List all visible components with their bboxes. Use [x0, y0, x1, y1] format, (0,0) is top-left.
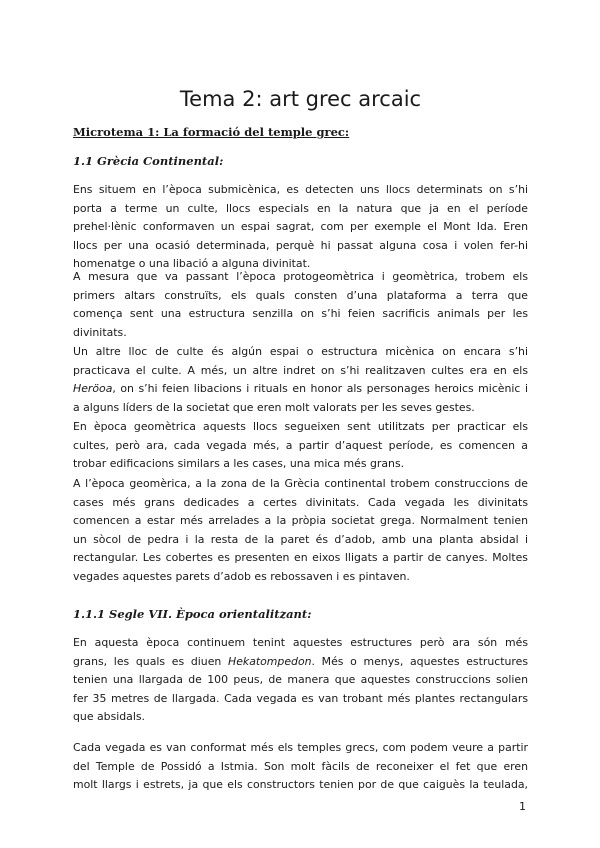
document-page [73, 0, 528, 848]
paragraph-text: , on s’hi feien libacions i rituals en honor als personages heroics micènic i [112, 382, 528, 395]
paragraph-line: Cada vegada es van conformat més els temples grecs, com podem veure a partir [73, 741, 528, 754]
paragraph-line: Un altre lloc de culte és algún espai o estructura micènica on encara s’hi [73, 345, 528, 358]
paragraph-line: del Temple de Possidó a Istmia. Son molt fàcils de reconeixer el fet que eren [73, 759, 528, 773]
paragraph-line: comença sent una estructura senzilla on s’hi feien sacrificis animals per les [73, 307, 528, 320]
paragraph-text: grans, les quals es diuen [73, 654, 228, 668]
paragraph-7 [73, 739, 528, 795]
paragraph-line-with-italic [73, 653, 528, 672]
paragraph-line: trobar edificacions similars a les cases, una mica més grans. [73, 457, 405, 470]
paragraph-1 [73, 181, 528, 274]
section-heading-1-1: 1.1 Grècia Continental: [73, 154, 224, 168]
paragraph-line: cultes, però ara, cada vegada més, a partir d’aquest període, es comencen a [73, 438, 528, 452]
paragraph-line: a alguns líders de la societat que eren molt valorats per les seves gestes. [73, 400, 475, 414]
paragraph-line: primers altars construïts, els quals consten d’una plataforma a terra que [73, 288, 528, 302]
section-heading-1-1-1: 1.1.1 Segle VII. Època orientalitzant: [73, 607, 312, 621]
paragraph-text: . Més o menys, aquestes estructures [311, 654, 528, 668]
paragraph-line: tenien una llargada de 100 peus, de manera que aquestes construccions solien [73, 673, 528, 686]
paragraph-3 [73, 343, 528, 417]
italic-term: Heröoa [73, 382, 113, 395]
italic-term: Hekatompedon [228, 654, 312, 668]
page-number: 1 [519, 800, 526, 813]
page-title: Tema 2: art grec arcaic [179, 87, 422, 111]
paragraph-line: divinitats. [73, 325, 127, 339]
paragraph-line: molt llargs i estrets, ja que els constructors tenien por de que caiguès la teulada, [73, 778, 528, 791]
paragraph-line: comencen a estar més arrelades a la pròpia societat grega. Normalment tenien [73, 514, 528, 527]
paragraph-5 [73, 475, 528, 586]
paragraph-line: practicava el culte. A més, un altre indret on s’hi realitzaven cultes era en els [73, 363, 528, 377]
paragraph-line: un sòcol de pedra i la resta de la paret és d’adob, amb una planta absidal i [73, 532, 528, 546]
paragraph-4 [73, 418, 528, 474]
paragraph-line: A l’època geomèrica, a la zona de la Grècia continental trobem construccions de [73, 477, 528, 490]
paragraph-line: que absidals. [73, 710, 146, 723]
paragraph-line: rectangular. Les cobertes es presenten en eixos lligats a partir de canyes. Moltes [73, 551, 528, 564]
paragraph-line: En aquesta època continuem tenint aquestes estructures però ara són més [73, 636, 528, 649]
paragraph-6 [73, 634, 528, 727]
paragraph-line: llocs per una ocasió determinada, perquè hi passat alguna cosa i volen fer-hi [73, 238, 528, 252]
paragraph-line: fer 35 metres de llargada. Cada vegada es van trobant més plantes rectangulars [73, 691, 528, 705]
paragraph-line: porta a terme un culte, llocs especials en la natura que ja en el període [73, 201, 528, 215]
paragraph-line: homenatge o una libació a alguna divinitat. [73, 257, 311, 270]
paragraph-line-with-italic [73, 380, 528, 399]
paragraph-line: Ens situem en l’època submicènica, es detecten uns llocs determinats on s’hi [73, 183, 528, 196]
paragraph-line: prehel·lènic conformaven un espai sagrat, com per exemple el Mont Ida. Eren [73, 220, 528, 233]
paragraph-2 [73, 268, 528, 342]
paragraph-line: cases més grans dedicades a certes divinitats. Cada vegada les divinitats [73, 495, 528, 509]
paragraph-line: vegades aquestes parets d’adob es rebossaven i es pintaven. [73, 569, 410, 583]
paragraph-line: En època geomètrica aquests llocs segueixen sent utilitzats per practicar els [73, 420, 528, 433]
microtema-heading: Microtema 1: La formació del temple grec: [73, 125, 350, 139]
paragraph-line: A mesura que va passant l’època protogeomètrica i geomètrica, trobem els [73, 270, 528, 283]
